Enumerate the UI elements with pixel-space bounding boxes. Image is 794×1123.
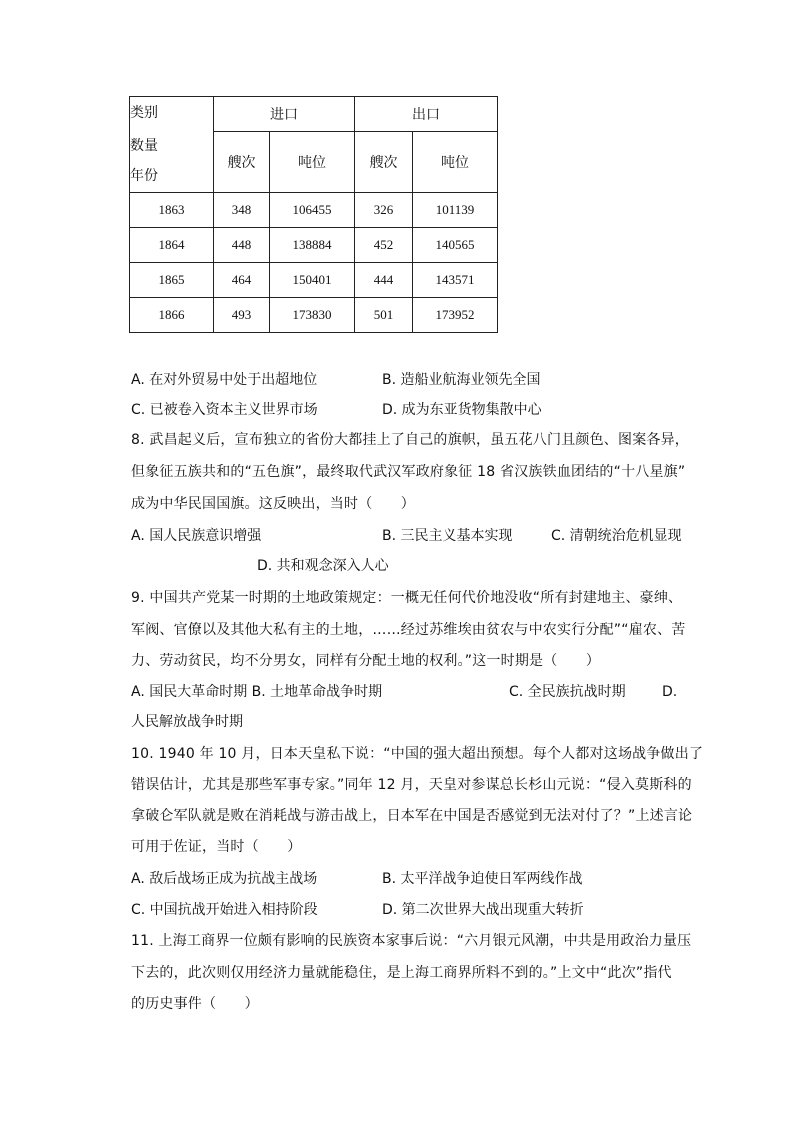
export-ships-cell: 452 [355,228,413,263]
import-ships-cell: 448 [214,228,270,263]
q7-option-b[interactable]: B. 造船业航海业领先全国 [382,372,541,388]
table-row [130,193,498,228]
q8-stem-line: 成为中华民国国旗。这反映出，当时（ ） [131,496,415,512]
q8-stem-line: 8. 武昌起义后，宣布独立的省份大都挂上了自己的旗帜，虽五花八门且颜色、图案各异， [131,432,690,448]
import-tons-cell: 106455 [270,193,355,228]
q9-option-d-text[interactable]: 人民解放战争时期 [131,714,243,730]
import-ships-cell: 493 [214,298,270,333]
import-tons-cell: 173830 [270,298,355,333]
year-cell: 1865 [130,263,214,298]
year-cell: 1864 [130,228,214,263]
q10-option-c[interactable]: C. 中国抗战开始进入相持阶段 [131,902,318,918]
import-ships-header: 艘次 [214,132,270,193]
q9-stem-line: 军阀、官僚以及其他大私有主的土地，……经过苏维埃由贫农与中农实行分配”“雇农、苦 [131,622,686,638]
export-ships-cell: 444 [355,263,413,298]
q7-option-d[interactable]: D. 成为东亚货物集散中心 [382,402,542,418]
corner-label-year: 年份 [130,168,158,184]
table-row [130,263,498,298]
import-ships-cell: 464 [214,263,270,298]
export-tons-cell: 143571 [413,263,498,298]
q8-option-d[interactable]: D. 共和观念深入人心 [257,558,389,574]
export-ships-header: 艘次 [355,132,413,193]
import-tons-cell: 138884 [270,228,355,263]
table-row [130,298,498,333]
year-cell: 1866 [130,298,214,333]
q10-option-b[interactable]: B. 太平洋战争迫使日军两线作战 [382,871,583,887]
q10-option-a[interactable]: A. 敌后战场正成为抗战主战场 [131,871,318,887]
q8-stem-line: 但象征五族共和的“五色旗”，最终取代武汉军政府象征 18 省汉族铁血团结的“十八星旗” [131,464,686,480]
table-header-row [130,97,498,132]
import-header: 进口 [214,97,355,132]
export-tons-header: 吨位 [413,132,498,193]
table-row [130,228,498,263]
table-corner-cell [130,97,214,193]
export-tons-cell: 140565 [413,228,498,263]
q10-stem-line: 可用于佐证，当时（ ） [131,839,302,855]
q11-stem-line: 的历史事件（ ） [131,996,259,1012]
q9-option-c[interactable]: C. 全民族抗战时期 [509,684,626,700]
q10-stem-line: 错误估计，尤其是那些军事专家。”同年 12 月，天皇对参谋总长杉山元说：“侵入莫斯科的 [131,777,692,793]
q9-option-d-letter[interactable]: D. [662,684,678,700]
q8-option-c[interactable]: C. 清朝统治危机显现 [551,528,682,544]
q10-stem-line: 10. 1940 年 10 月，日本天皇私下说：“中国的强大超出预想。每个人都对这场战争做出了 [131,746,704,762]
q9-option-ab[interactable]: A. 国民大革命时期 B. 土地革命战争时期 [131,684,383,700]
year-cell: 1863 [130,193,214,228]
q10-option-d[interactable]: D. 第二次世界大战出现重大转折 [382,902,584,918]
q8-option-a[interactable]: A. 国人民族意识增强 [131,528,262,544]
q7-option-c[interactable]: C. 已被卷入资本主义世界市场 [131,402,318,418]
corner-label-quantity: 数量 [130,138,158,154]
q7-option-a[interactable]: A. 在对外贸易中处于出超地位 [131,372,318,388]
q9-stem-line: 9. 中国共产党某一时期的土地政策规定：一概无任何代价地没收“所有封建地主、豪绅、 [131,590,683,606]
q8-option-b[interactable]: B. 三民主义基本实现 [382,528,513,544]
import-tons-header: 吨位 [270,132,355,193]
q10-stem-line: 拿破仑军队就是败在消耗战与游击战上，日本军在中国是否感觉到无法对付了？”上述言论 [131,808,693,824]
export-header: 出口 [355,97,498,132]
q11-stem-line: 11. 上海工商界一位颇有影响的民族资本家事后说：“六月银元风潮，中共是用政治力量压 [131,933,692,949]
trade-table [129,96,498,333]
export-ships-cell: 501 [355,298,413,333]
export-ships-cell: 326 [355,193,413,228]
import-ships-cell: 348 [214,193,270,228]
q9-stem-line: 力、劳动贫民，均不分男女，同样有分配土地的权利。”这一时期是（ ） [131,653,601,669]
q11-stem-line: 下去的，此次则仅用经济力量就能稳住，是上海工商界所料不到的。”上文中“此次”指代 [131,965,672,981]
corner-label-category: 类别 [130,105,158,121]
export-tons-cell: 173952 [413,298,498,333]
export-tons-cell: 101139 [413,193,498,228]
import-tons-cell: 150401 [270,263,355,298]
